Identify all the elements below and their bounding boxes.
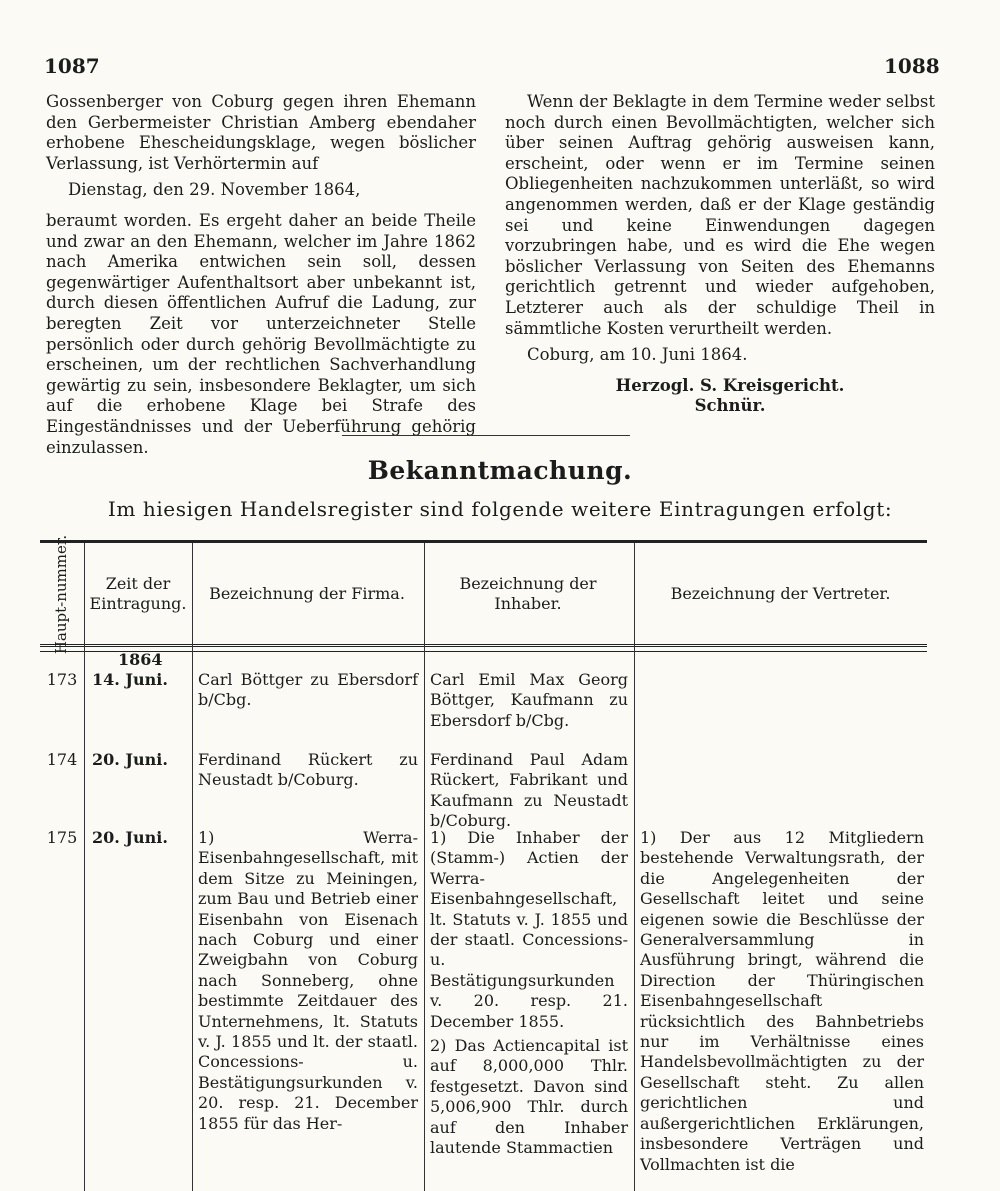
row-number: 174 [46, 750, 78, 769]
row-date: 20. Juni. [92, 750, 168, 769]
signature: Schnür. [694, 396, 766, 416]
row-date: 20. Juni. [92, 828, 168, 847]
left-column [46, 92, 476, 458]
header-date: Zeit der Eintragung. [89, 574, 187, 613]
row-number: 173 [46, 670, 78, 689]
place-date: Coburg, am 10. Juni 1864. [527, 345, 748, 365]
row-firm: 1) Werra-Eisenbahngesellschaft, mit dem Sitze zu Meiningen, zum Bau und Betrieb einer Eisenbahn von Eisenach nach Coburg und einer Zweigbahn von Coburg nach Sonneberg, ohne bestimmte Zeitdauer des Unternehmens, lt. Statuts v. J. 1855 und lt. der staatl. Concessions- u. Bestätigungsurkunden v. 20. resp. 21. December 1855 für das Her- [198, 828, 418, 1133]
column-divider [424, 543, 425, 1191]
row-firm: Carl Böttger zu Ebersdorf b/Cbg. [198, 670, 418, 710]
section-divider [342, 435, 630, 436]
row-owner: Ferdinand Paul Adam Rückert, Fabrikant und Kaufmann zu Neustadt b/Coburg. [430, 750, 628, 831]
row-date: 14. Juni. [92, 670, 168, 689]
page-number-left: 1087 [44, 54, 100, 78]
right-column-text: Wenn der Beklagte in dem Termine weder selbst noch durch einen Bevollmächtigten, welcher sich über seinen Auftrag gehörig ausweisen kann, erscheint, oder wenn er im Termine seinen Obliegenheiten nachzukommen unterläßt, so wird angenommen werden, daß er der Klage geständig sei und keine Einwendungen dagegen vorzubringen habe, und es wird die Ehe wegen böslicher Verlassung von Seiten des Ehemanns gerichtlich getrennt und wieder aufgehoben, Letzterer auch als der schuldige Theil in sämmtliche Kosten verurtheilt werden. [505, 92, 935, 338]
row-representative: 1) Der aus 12 Mitgliedern bestehende Verwaltungsrath, der die Angelegenheiten der Gesellschaft leitet und seine eigenen sowie die Beschlüsse der Generalversammlung in Ausführung bringt, während die Direction der Thüringischen Eisenbahngesellschaft rücksichtlich des Bahnbetriebs nur im Verhältnisse eines Handelsbevollmächtigten zu der Gesellschaft steht. Zu allen gerichtlichen und außergerichtlichen Erklärungen, insbesondere Verträgen und Vollmachten ist die [640, 828, 924, 1174]
row-owner: Carl Emil Max Georg Böttger, Kaufmann zu Ebersdorf b/Cbg. [430, 670, 628, 730]
header-number-label: Haupt-nummer. [52, 534, 71, 654]
announcement-subtitle: Im hiesigen Handelsregister sind folgende weitere Eintragungen erfolgt: [107, 497, 893, 521]
left-column-text: Gossenberger von Coburg gegen ihren Ehemann den Gerbermeister Christian Amberg ebendaher erhobene Ehescheidungsklage, wegen böslicher Verlassung, ist Verhörtermin auf [46, 92, 476, 173]
header-number [40, 534, 84, 654]
row-owner-part-2: 2) Das Actiencapital ist auf 8,000,000 Thlr. festgesetzt. Davon sind 5,006,900 Thlr. durch auf den Inhaber lautende Stammactien [430, 1036, 628, 1158]
page-number-right: 1088 [884, 54, 940, 78]
row-owner-part-1: 1) Die Inhaber der (Stamm-) Actien der Werra-Eisenbahngesellschaft, lt. Statuts v. J. 1855 und der staatl. Concessions- u. Bestätigungsurkunden v. 20. resp. 21. December 1855. [430, 828, 628, 1031]
announcement-title: Bekanntmachung. [367, 456, 633, 485]
court-name: Herzogl. S. Kreisgericht. [615, 375, 845, 395]
register-table [40, 534, 927, 1191]
column-divider [84, 543, 85, 1191]
column-divider [634, 543, 635, 1191]
table-year: 1864 [118, 650, 163, 669]
column-divider [192, 543, 193, 1191]
row-firm: Ferdinand Rückert zu Neustadt b/Coburg. [198, 750, 418, 790]
hearing-date: Dienstag, den 29. November 1864, [68, 180, 361, 200]
table-header-rule [40, 644, 927, 652]
right-column [505, 92, 935, 417]
header-owner: Bezeichnung der Inhaber. [459, 574, 597, 613]
table-top-rule [40, 540, 927, 543]
row-owner [430, 828, 628, 1159]
header-firm: Bezeichnung der Firma. [209, 584, 405, 603]
row-number: 175 [46, 828, 78, 847]
left-column-text-2: beraumt worden. Es ergeht daher an beide Theile und zwar an den Ehemann, welcher im Jahre 1862 nach Amerika entwichen sein soll, dessen gegenwärtiger Aufenthaltsort aber unbekannt ist, durch diesen öffentlichen Aufruf die Ladung, zur beregten Zeit vor unterzeichneter Stelle persönlich oder durch gehörig Bevollmächtigte zu erscheinen, um der rechtlichen Sachverhandlung gewärtig zu sein, insbesondere Beklagter, um sich auf die erhobene Klage bei Strafe des Eingeständnisses und der Ueberführung gehörig einzulassen. [46, 210, 476, 457]
header-representative: Bezeichnung der Vertreter. [670, 584, 891, 603]
